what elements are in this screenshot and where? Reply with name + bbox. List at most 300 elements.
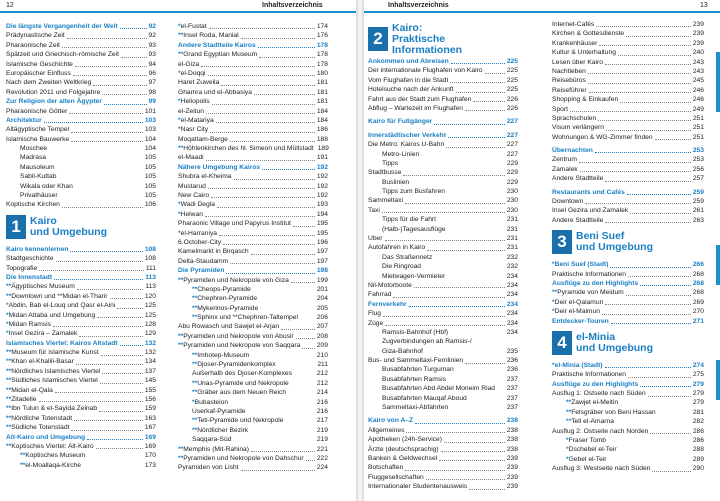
dot-leader <box>71 141 143 142</box>
toc-entry-title <box>178 313 298 322</box>
toc-entry-text: Banken & Geldwechsel <box>368 455 438 462</box>
toc-page-number: 227 <box>506 141 518 149</box>
dot-leader <box>650 433 691 434</box>
toc-entry-text: Spätzeit und Griechisch-römische Zeit <box>6 51 119 59</box>
toc-entry-text: Nil-Motorboote <box>368 281 412 289</box>
right-page <box>364 0 720 501</box>
toc-entry <box>178 360 328 369</box>
dot-leader <box>570 111 691 112</box>
toc-entry <box>552 20 704 29</box>
toc-entry-title <box>552 398 618 407</box>
toc-entry-title <box>178 69 206 78</box>
toc-entry-text: Heliopolis <box>180 98 210 106</box>
toc-entry-title <box>6 367 100 376</box>
chapter-title-line: Beni Suef <box>576 230 625 243</box>
toc-entry-title <box>6 182 73 191</box>
toc-entry-text: Flug <box>368 310 382 318</box>
toc-entry <box>552 105 704 114</box>
toc-entry <box>6 69 156 78</box>
dot-leader <box>296 338 315 339</box>
toc-entry <box>178 135 328 144</box>
toc-entry <box>368 272 518 281</box>
toc-page-number: 236 <box>506 366 518 374</box>
toc-entry <box>178 172 328 181</box>
toc-entry-text: Botschaften <box>368 464 404 472</box>
toc-entry-text: Mustarud <box>178 182 206 190</box>
star-rating: ** <box>192 304 198 312</box>
toc-entry-title <box>6 78 91 87</box>
dot-leader <box>585 203 691 204</box>
toc-entry <box>6 404 156 413</box>
toc-entry-title <box>368 365 454 374</box>
toc-entry-title <box>178 341 300 350</box>
star-rating: ** <box>6 367 12 375</box>
chapter-title <box>392 23 518 56</box>
toc-entry <box>368 150 518 159</box>
toc-entry-text: Krankenhäuser <box>552 39 598 47</box>
toc-page-number: 98 <box>148 88 156 96</box>
toc-page-number: 231 <box>506 216 518 224</box>
toc-page-number: 229 <box>506 178 518 186</box>
toc-entry-title <box>368 337 472 346</box>
left-page <box>0 0 356 501</box>
star-rating: ** <box>6 405 12 413</box>
dot-leader <box>434 124 505 125</box>
toc-entry <box>368 319 518 328</box>
toc-entry-title <box>6 451 85 460</box>
toc-entry-title <box>178 360 276 369</box>
toc-page-number: 197 <box>316 248 328 256</box>
toc-entry-title <box>178 304 258 313</box>
chapter-title-line: Kairo: <box>392 21 423 34</box>
toc-entry-text: Internet-Cafés <box>552 20 595 28</box>
toc-page-number: 178 <box>316 60 328 68</box>
toc-entry-title <box>178 257 228 266</box>
star-rating: ** <box>178 332 184 340</box>
toc-entry <box>552 197 704 206</box>
toc-entry-title <box>6 348 99 357</box>
dot-leader <box>241 38 315 39</box>
toc-entry <box>552 58 704 67</box>
star-rating: * <box>178 22 181 30</box>
toc-entry <box>368 384 518 393</box>
dot-leader <box>77 289 144 290</box>
dot-leader <box>100 383 143 384</box>
toc-entry <box>178 426 328 435</box>
toc-entry <box>6 301 156 310</box>
toc-entry-title <box>6 41 60 50</box>
toc-entry <box>552 76 704 85</box>
toc-entry-title <box>368 178 409 187</box>
toc-entry-title <box>178 379 289 388</box>
dot-leader <box>628 276 691 277</box>
toc-entry-title <box>368 416 413 425</box>
toc-entry-text: Übernachten <box>552 147 593 155</box>
toc-entry-title <box>368 300 407 309</box>
toc-entry <box>6 292 156 301</box>
star-rating: * <box>178 98 181 106</box>
toc-section-heading <box>368 300 518 309</box>
toc-section-heading <box>178 41 328 50</box>
toc-entry-text: Giza-Bahnhof <box>382 347 423 355</box>
toc-entry <box>6 264 156 273</box>
toc-entry <box>178 398 328 407</box>
toc-entry-text: Vom Flughafen in die Stadt <box>368 76 449 84</box>
toc-entry <box>368 473 518 482</box>
toc-section-heading <box>6 245 156 254</box>
chapter-heading <box>552 328 704 358</box>
toc-entry-text: Insel Roda, Manial <box>183 32 239 40</box>
toc-entry <box>368 337 518 346</box>
toc-entry <box>178 60 328 69</box>
toc-entry-text: Khan el-Khalili-Basar <box>11 358 74 366</box>
toc-page-number: 234 <box>506 319 518 327</box>
toc-entry-title <box>552 114 596 123</box>
toc-entry-text: Mausoleum <box>20 163 55 171</box>
dot-leader <box>605 367 691 368</box>
toc-entry-text: Deir el-Qalamun <box>554 298 604 306</box>
dot-leader <box>655 139 691 140</box>
toc-page-number: 290 <box>692 465 704 473</box>
toc-page-number: 105 <box>144 192 156 200</box>
toc-entry-text: Die Pyramiden <box>178 267 225 275</box>
star-rating: ** <box>178 454 184 462</box>
toc-page-number: 113 <box>145 283 156 291</box>
chapter-heading <box>552 227 704 257</box>
toc-entry-text: Topografie <box>6 264 38 272</box>
toc-section-heading <box>6 433 156 442</box>
toc-entry-title <box>6 311 95 320</box>
toc-entry-text: Praktische Informationen <box>552 270 626 278</box>
toc-entry-title <box>368 272 445 281</box>
toc-page-number: 169 <box>144 433 156 441</box>
toc-entry-text: Kairo von A–Z <box>368 417 414 425</box>
toc-entry-text: Nördlicher Bezirk <box>197 426 249 434</box>
star-rating: ** <box>178 51 184 59</box>
toc-entry <box>368 187 518 196</box>
toc-entry <box>6 376 156 385</box>
toc-entry <box>552 165 704 174</box>
dot-leader <box>87 439 143 440</box>
toc-entry <box>368 445 518 454</box>
toc-page-number: 227 <box>506 150 518 158</box>
toc-entry-text: Die längste Vergangenheit der Welt <box>6 22 118 30</box>
toc-entry-title <box>552 408 656 417</box>
toc-entry <box>552 155 704 164</box>
toc-page-number: 232 <box>506 263 518 271</box>
star-rating: * <box>566 455 569 463</box>
toc-entry-text: Außerhalb des Djoser-Komplexes <box>192 370 292 378</box>
toc-page-number: 178 <box>316 41 328 49</box>
toc-entry-title <box>6 461 81 470</box>
dot-leader <box>223 244 315 245</box>
dot-leader <box>75 66 147 67</box>
star-rating: * <box>6 302 9 310</box>
toc-section-heading <box>6 97 156 106</box>
toc-entry <box>368 309 518 318</box>
toc-entry-text: Fluggesellschaften <box>368 473 424 481</box>
star-rating: * <box>178 201 181 209</box>
toc-entry-text: Islamische Bauwerke <box>6 135 70 143</box>
toc-page-number: 194 <box>316 210 328 218</box>
toc-entry-title <box>6 273 52 282</box>
toc-page-number: 288 <box>692 446 704 454</box>
star-rating: ** <box>20 452 26 460</box>
toc-entry-text: Zitadelle <box>11 396 37 404</box>
dot-leader <box>205 216 315 217</box>
dot-leader <box>605 64 691 65</box>
toc-entry <box>368 95 518 104</box>
toc-page-number: 225 <box>506 76 518 84</box>
toc-entry-title <box>178 369 292 378</box>
toc-page-number: 234 <box>506 272 518 280</box>
toc-entry-text: el-Zeitun <box>178 107 205 115</box>
dot-leader <box>251 254 315 255</box>
toc-entry-title <box>552 20 594 29</box>
toc-entry-text: Madrasa <box>20 154 47 162</box>
toc-entry-text: Südliches Islamisches Viertel <box>11 377 98 385</box>
toc-section-heading <box>552 361 704 370</box>
toc-entry-title <box>552 307 600 316</box>
toc-entry-title <box>178 229 217 238</box>
toc-entry-text: Imhotep-Museum <box>197 351 250 359</box>
dot-leader <box>627 194 691 195</box>
toc-entry-title <box>6 172 56 181</box>
toc-entry-title <box>368 243 425 252</box>
star-rating: ** <box>178 445 184 453</box>
toc-entry-title <box>368 384 495 393</box>
toc-entry <box>6 423 156 432</box>
toc-entry <box>178 463 328 472</box>
chapter-title-line: Kairo <box>30 214 57 227</box>
toc-page-number: 231 <box>506 235 518 243</box>
toc-entry <box>368 243 518 252</box>
dot-leader <box>628 377 691 378</box>
toc-entry <box>552 29 704 38</box>
star-rating: ** <box>6 443 12 450</box>
toc-page-number: 93 <box>148 51 156 59</box>
toc-entry-title <box>178 107 204 116</box>
dot-leader <box>610 267 690 268</box>
dot-leader <box>55 392 143 393</box>
left-page-number: 12 <box>6 2 14 9</box>
toc-entry-text: Unas-Pyramide und Nekropole <box>197 379 289 387</box>
toc-entry <box>552 174 704 183</box>
toc-entry-title <box>552 105 568 114</box>
toc-page-number: 99 <box>148 98 156 106</box>
toc-page-number: 281 <box>692 408 704 416</box>
toc-entry-title <box>6 329 77 338</box>
toc-entry-title <box>178 153 204 162</box>
toc-entry-title <box>552 317 609 326</box>
toc-entry <box>178 191 328 200</box>
toc-entry-text: Shopping & Einkaufen <box>552 96 619 104</box>
toc-page-number: 192 <box>316 192 328 200</box>
right-column-1 <box>368 22 518 492</box>
toc-entry <box>368 482 518 491</box>
toc-entry <box>178 257 328 266</box>
toc-entry-title <box>178 332 294 341</box>
toc-entry-title <box>6 282 75 291</box>
toc-entry-text: Downtown und **Midan el-Tharir <box>11 292 108 300</box>
toc-entry-title <box>552 174 603 183</box>
toc-page-number: 217 <box>316 417 328 425</box>
toc-page-number: 105 <box>144 163 156 171</box>
toc-page-number: 169 <box>144 443 156 450</box>
toc-entry <box>178 435 328 444</box>
chapter-title-line: und Umgebung <box>30 225 107 238</box>
toc-page-number: 159 <box>144 405 156 413</box>
toc-entry <box>368 76 518 85</box>
toc-entry-text: Fahrt aus der Stadt zum Flughafen <box>368 95 472 103</box>
star-rating: * <box>552 298 555 306</box>
toc-page-number: 132 <box>144 339 156 347</box>
dot-leader <box>71 430 142 431</box>
toc-entry-text: Revolution 2011 und Folgejahre <box>6 88 101 96</box>
toc-entry-title <box>6 376 98 385</box>
toc-entry-title <box>552 67 586 76</box>
star-rating: * <box>192 398 195 406</box>
toc-entry-text: Kamelmarkt in Birqasch <box>178 248 249 256</box>
toc-entry-text: Sammeltaxi-Abfahrten <box>382 404 449 412</box>
toc-entry-title <box>368 309 381 318</box>
toc-page-number: 156 <box>144 396 156 404</box>
toc-entry <box>552 95 704 104</box>
dot-leader <box>382 212 505 213</box>
toc-entry-title <box>178 31 239 40</box>
toc-entry-title <box>368 253 432 262</box>
star-rating: ** <box>192 295 198 303</box>
dot-leader <box>221 85 315 86</box>
star-rating: * <box>178 229 181 237</box>
toc-entry <box>552 216 704 225</box>
dot-leader <box>93 85 146 86</box>
toc-entry-title <box>368 328 448 337</box>
toc-entry <box>178 50 328 59</box>
chapter-title <box>576 332 653 354</box>
toc-entry-text: Mykerinos-Pyramide <box>197 304 259 312</box>
toc-entry-text: Reiseführer <box>552 86 587 94</box>
toc-entry <box>552 123 704 132</box>
dot-leader <box>73 75 147 76</box>
toc-page-number: 239 <box>692 30 704 38</box>
toc-entry-text: Mietwagen-Vermieter <box>382 272 446 280</box>
toc-page-number: 269 <box>692 298 704 306</box>
toc-entry <box>368 104 518 113</box>
toc-entry-title <box>6 153 46 162</box>
dot-leader <box>219 235 315 236</box>
toc-entry <box>368 206 518 215</box>
dot-leader <box>415 423 505 424</box>
toc-entry-title <box>368 454 437 463</box>
toc-entry-text: el-Doqqi <box>180 69 206 77</box>
toc-page-number: 184 <box>316 107 328 115</box>
toc-entry-text: Dschebel el-Teir <box>568 446 617 454</box>
star-rating: ** <box>6 377 12 385</box>
toc-page-number: 221 <box>316 445 328 453</box>
toc-entry-title <box>552 206 628 215</box>
star-rating: * <box>178 210 181 218</box>
toc-page-number: 268 <box>692 289 704 297</box>
toc-entry <box>552 48 704 57</box>
toc-entry-title <box>178 463 239 472</box>
toc-page-number: 92 <box>148 32 156 40</box>
toc-page-number: 256 <box>692 165 704 173</box>
dot-leader <box>39 401 143 402</box>
toc-entry-text: Zugverbindungen ab Ramsis-/ <box>382 338 472 346</box>
toc-entry <box>368 403 518 412</box>
toc-page-number: 209 <box>316 342 328 350</box>
dot-leader <box>456 92 505 93</box>
toc-page-number: 271 <box>692 317 704 325</box>
toc-entry <box>368 215 518 224</box>
toc-entry-text: Ausflug 1: Ostseite nach Süden <box>552 390 646 398</box>
dot-leader <box>630 213 691 214</box>
star-rating: ** <box>178 145 184 153</box>
toc-entry-text: Restaurants und Cafés <box>552 188 625 196</box>
toc-entry-title <box>552 370 626 379</box>
dot-leader <box>70 251 142 252</box>
toc-entry-title <box>368 281 412 290</box>
toc-entry-title <box>552 464 650 473</box>
toc-page-number: 103 <box>144 126 156 134</box>
toc-entry <box>178 69 328 78</box>
toc-entry-title <box>178 135 228 144</box>
toc-entry <box>552 307 704 316</box>
star-rating: ** <box>178 342 184 350</box>
toc-entry-text: Ausflüge zu den Highlights <box>552 279 639 287</box>
toc-page-number: 211 <box>317 361 328 369</box>
star-rating: ** <box>192 417 198 425</box>
dot-leader <box>67 38 147 39</box>
toc-entry <box>178 153 328 162</box>
toc-entry <box>178 285 328 294</box>
toc-page-number: 104 <box>144 145 156 153</box>
toc-page-number: 234 <box>506 300 518 308</box>
chapter-title <box>576 231 653 253</box>
chapter-number: 2 <box>368 27 388 51</box>
dot-leader <box>226 273 314 274</box>
toc-entry-title <box>6 163 55 172</box>
toc-entry-text: Bus- und Sammeltaxi-Fernlinien <box>368 357 464 365</box>
star-rating: ** <box>192 379 198 387</box>
star-rating: * <box>552 261 555 269</box>
toc-page-number: 96 <box>148 69 156 77</box>
star-rating: * <box>6 311 9 319</box>
dot-leader <box>293 226 315 227</box>
toc-entry <box>178 31 328 40</box>
star-rating: ** <box>6 349 12 357</box>
dot-leader <box>451 63 505 64</box>
star-rating: * <box>566 437 569 445</box>
toc-entry-title <box>368 187 445 196</box>
toc-entry-title <box>6 144 47 153</box>
toc-page-number: 243 <box>692 58 704 66</box>
toc-entry-text: Buslinien <box>382 178 410 186</box>
toc-page-number: 224 <box>316 464 328 472</box>
toc-page-number: 238 <box>506 436 518 444</box>
star-rating: ** <box>192 314 198 322</box>
toc-entry-text: Lesen über Kairo <box>552 58 603 66</box>
book-gutter <box>356 0 364 501</box>
toc-entry-text: Nördliches Islamisches Viertel <box>11 367 101 375</box>
toc-entry <box>6 191 156 200</box>
toc-entry <box>6 172 156 181</box>
toc-entry <box>6 163 156 172</box>
toc-entry-text: (Halb-)Tagesausflüge <box>382 225 446 233</box>
toc-entry-title <box>178 41 256 50</box>
toc-page-number: 204 <box>316 295 328 303</box>
